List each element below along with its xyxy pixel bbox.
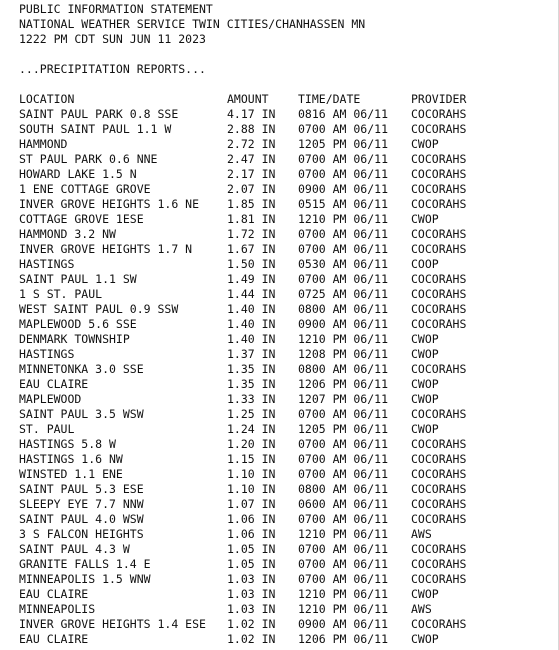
cell-location: SAINT PAUL 1.1 SW	[19, 272, 137, 286]
cell-time-date: 0700 AM 06/11	[298, 227, 389, 241]
cell-provider: COCORAHS	[411, 362, 467, 376]
cell-amount: 1.07 IN	[227, 497, 276, 511]
table-row	[0, 392, 559, 407]
cell-location: SAINT PAUL 5.3 ESE	[19, 482, 144, 496]
cell-provider: COCORAHS	[411, 242, 467, 256]
cell-time-date: 0700 AM 06/11	[298, 467, 389, 481]
cell-location: MAPLEWOOD	[19, 392, 82, 406]
cell-provider: AWS	[411, 602, 432, 616]
cell-location: ST PAUL PARK 0.6 NNE	[19, 152, 158, 166]
table-row	[0, 497, 559, 512]
cell-time-date: 0700 AM 06/11	[298, 122, 389, 136]
cell-amount: 2.07 IN	[227, 182, 276, 196]
table-row	[0, 122, 559, 137]
cell-amount: 4.17 IN	[227, 107, 276, 121]
cell-time-date: 0900 AM 06/11	[298, 617, 389, 631]
table-row	[0, 542, 559, 557]
cell-time-date: 0700 AM 06/11	[298, 407, 389, 421]
cell-provider: COCORAHS	[411, 572, 467, 586]
cell-time-date: 1206 PM 06/11	[298, 377, 389, 391]
cell-location: HASTINGS 1.6 NW	[19, 452, 123, 466]
cell-provider: COCORAHS	[411, 287, 467, 301]
cell-location: EAU CLAIRE	[19, 587, 89, 601]
cell-time-date: 0515 AM 06/11	[298, 197, 389, 211]
cell-amount: 1.03 IN	[227, 572, 276, 586]
table-row	[0, 602, 559, 617]
cell-location: SAINT PAUL PARK 0.8 SSE	[19, 107, 179, 121]
table-row	[0, 272, 559, 287]
cell-amount: 2.17 IN	[227, 167, 276, 181]
cell-amount: 1.06 IN	[227, 512, 276, 526]
cell-amount: 1.33 IN	[227, 392, 276, 406]
table-row	[0, 287, 559, 302]
cell-time-date: 0700 AM 06/11	[298, 452, 389, 466]
cell-provider: CWOP	[411, 632, 439, 646]
cell-location: HAMMOND 3.2 NW	[19, 227, 116, 241]
cell-amount: 1.03 IN	[227, 602, 276, 616]
cell-amount: 1.25 IN	[227, 407, 276, 421]
cell-provider: COCORAHS	[411, 542, 467, 556]
cell-provider: COOP	[411, 257, 439, 271]
cell-time-date: 1205 PM 06/11	[298, 137, 389, 151]
cell-amount: 1.67 IN	[227, 242, 276, 256]
cell-provider: CWOP	[411, 347, 439, 361]
table-row	[0, 242, 559, 257]
cell-location: WEST SAINT PAUL 0.9 SSW	[19, 302, 179, 316]
table-row	[0, 182, 559, 197]
cell-time-date: 1210 PM 06/11	[298, 527, 389, 541]
cell-amount: 1.50 IN	[227, 257, 276, 271]
cell-provider: CWOP	[411, 137, 439, 151]
cell-location: HOWARD LAKE 1.5 N	[19, 167, 137, 181]
cell-provider: COCORAHS	[411, 182, 467, 196]
cell-time-date: 1207 PM 06/11	[298, 392, 389, 406]
cell-location: 1 ENE COTTAGE GROVE	[19, 182, 151, 196]
table-row	[0, 107, 559, 122]
cell-location: EAU CLAIRE	[19, 377, 89, 391]
cell-location: SOUTH SAINT PAUL 1.1 W	[19, 122, 172, 136]
cell-amount: 1.10 IN	[227, 467, 276, 481]
cell-location: HASTINGS	[19, 257, 75, 271]
cell-location: HASTINGS	[19, 347, 75, 361]
table-row	[0, 482, 559, 497]
cell-time-date: 0725 AM 06/11	[298, 287, 389, 301]
cell-time-date: 0800 AM 06/11	[298, 362, 389, 376]
cell-amount: 2.47 IN	[227, 152, 276, 166]
cell-provider: COCORAHS	[411, 512, 467, 526]
cell-time-date: 1210 PM 06/11	[298, 332, 389, 346]
cell-amount: 1.20 IN	[227, 437, 276, 451]
table-row	[0, 317, 559, 332]
table-row	[0, 332, 559, 347]
cell-provider: COCORAHS	[411, 302, 467, 316]
cell-time-date: 0700 AM 06/11	[298, 512, 389, 526]
cell-provider: COCORAHS	[411, 122, 467, 136]
cell-amount: 1.35 IN	[227, 362, 276, 376]
cell-time-date: 0700 AM 06/11	[298, 437, 389, 451]
cell-provider: COCORAHS	[411, 617, 467, 631]
cell-time-date: 0800 AM 06/11	[298, 302, 389, 316]
table-row	[0, 227, 559, 242]
cell-provider: COCORAHS	[411, 107, 467, 121]
cell-provider: CWOP	[411, 422, 439, 436]
cell-amount: 1.81 IN	[227, 212, 276, 226]
cell-location: SAINT PAUL 3.5 WSW	[19, 407, 144, 421]
cell-time-date: 1210 PM 06/11	[298, 602, 389, 616]
cell-location: COTTAGE GROVE 1ESE	[19, 212, 144, 226]
table-row	[0, 632, 559, 647]
cell-time-date: 0530 AM 06/11	[298, 257, 389, 271]
cell-location: 3 S FALCON HEIGHTS	[19, 527, 144, 541]
cell-amount: 1.85 IN	[227, 197, 276, 211]
cell-provider: COCORAHS	[411, 482, 467, 496]
cell-amount: 1.40 IN	[227, 332, 276, 346]
table-header	[0, 92, 559, 107]
table-row	[0, 152, 559, 167]
cell-time-date: 0900 AM 06/11	[298, 317, 389, 331]
cell-amount: 1.10 IN	[227, 482, 276, 496]
cell-time-date: 0816 AM 06/11	[298, 107, 389, 121]
cell-provider: COCORAHS	[411, 197, 467, 211]
cell-location: MINNEAPOLIS 1.5 WNW	[19, 572, 151, 586]
table-row	[0, 587, 559, 602]
cell-location: INVER GROVE HEIGHTS 1.4 ESE	[19, 617, 206, 631]
cell-amount: 1.40 IN	[227, 302, 276, 316]
cell-time-date: 0700 AM 06/11	[298, 542, 389, 556]
cell-time-date: 1210 PM 06/11	[298, 212, 389, 226]
cell-amount: 1.24 IN	[227, 422, 276, 436]
table-row	[0, 347, 559, 362]
cell-provider: COCORAHS	[411, 557, 467, 571]
table-row	[0, 362, 559, 377]
cell-time-date: 0700 AM 06/11	[298, 167, 389, 181]
cell-time-date: 0600 AM 06/11	[298, 497, 389, 511]
cell-provider: CWOP	[411, 212, 439, 226]
cell-provider: COCORAHS	[411, 272, 467, 286]
cell-provider: CWOP	[411, 377, 439, 391]
table-row	[0, 452, 559, 467]
cell-location: SAINT PAUL 4.0 WSW	[19, 512, 144, 526]
cell-provider: COCORAHS	[411, 227, 467, 241]
cell-time-date: 0700 AM 06/11	[298, 272, 389, 286]
cell-location: HAMMOND	[19, 137, 68, 151]
cell-amount: 1.06 IN	[227, 527, 276, 541]
cell-location: EAU CLAIRE	[19, 632, 89, 646]
table-row	[0, 572, 559, 587]
cell-time-date: 1205 PM 06/11	[298, 422, 389, 436]
cell-location: SAINT PAUL 4.3 W	[19, 542, 130, 556]
cell-location: GRANITE FALLS 1.4 E	[19, 557, 151, 571]
table-row	[0, 377, 559, 392]
cell-time-date: 0900 AM 06/11	[298, 182, 389, 196]
cell-provider: COCORAHS	[411, 467, 467, 481]
cell-time-date: 0700 AM 06/11	[298, 152, 389, 166]
cell-amount: 2.88 IN	[227, 122, 276, 136]
cell-amount: 1.40 IN	[227, 317, 276, 331]
cell-amount: 1.44 IN	[227, 287, 276, 301]
cell-provider: AWS	[411, 527, 432, 541]
cell-amount: 2.72 IN	[227, 137, 276, 151]
cell-provider: COCORAHS	[411, 317, 467, 331]
cell-provider: COCORAHS	[411, 167, 467, 181]
table-row	[0, 422, 559, 437]
cell-amount: 1.37 IN	[227, 347, 276, 361]
cell-provider: CWOP	[411, 587, 439, 601]
cell-location: MINNEAPOLIS	[19, 602, 96, 616]
column-header-provider: PROVIDER	[411, 92, 467, 106]
table-row	[0, 407, 559, 422]
cell-provider: COCORAHS	[411, 407, 467, 421]
cell-amount: 1.72 IN	[227, 227, 276, 241]
section-title: ...PRECIPITATION REPORTS...	[19, 62, 206, 76]
cell-amount: 1.49 IN	[227, 272, 276, 286]
cell-amount: 1.15 IN	[227, 452, 276, 466]
table-row	[0, 437, 559, 452]
table-row	[0, 467, 559, 482]
column-header-amount: AMOUNT	[227, 92, 269, 106]
table-row	[0, 167, 559, 182]
cell-location: MINNETONKA 3.0 SSE	[19, 362, 144, 376]
cell-amount: 1.05 IN	[227, 542, 276, 556]
cell-location: WINSTED 1.1 ENE	[19, 467, 123, 481]
cell-time-date: 1208 PM 06/11	[298, 347, 389, 361]
table-row	[0, 617, 559, 632]
table-row	[0, 557, 559, 572]
cell-amount: 1.03 IN	[227, 587, 276, 601]
table-row	[0, 212, 559, 227]
issuing-office: NATIONAL WEATHER SERVICE TWIN CITIES/CHANHASSEN MN	[19, 17, 366, 31]
cell-location: ST. PAUL	[19, 422, 75, 436]
cell-time-date: 1210 PM 06/11	[298, 587, 389, 601]
cell-provider: COCORAHS	[411, 152, 467, 166]
cell-amount: 1.02 IN	[227, 617, 276, 631]
cell-provider: CWOP	[411, 332, 439, 346]
cell-time-date: 1206 PM 06/11	[298, 632, 389, 646]
cell-location: INVER GROVE HEIGHTS 1.6 NE	[19, 197, 200, 211]
cell-location: MAPLEWOOD 5.6 SSE	[19, 317, 137, 331]
column-header-time-date: TIME/DATE	[298, 92, 361, 106]
table-row	[0, 527, 559, 542]
cell-time-date: 0700 AM 06/11	[298, 557, 389, 571]
cell-location: HASTINGS 5.8 W	[19, 437, 116, 451]
cell-provider: COCORAHS	[411, 452, 467, 466]
cell-provider: CWOP	[411, 392, 439, 406]
cell-provider: COCORAHS	[411, 437, 467, 451]
cell-time-date: 0700 AM 06/11	[298, 242, 389, 256]
cell-provider: COCORAHS	[411, 497, 467, 511]
cell-time-date: 0700 AM 06/11	[298, 572, 389, 586]
cell-amount: 1.05 IN	[227, 557, 276, 571]
cell-amount: 1.02 IN	[227, 632, 276, 646]
statement-title: PUBLIC INFORMATION STATEMENT	[19, 2, 213, 16]
cell-location: INVER GROVE HEIGHTS 1.7 N	[19, 242, 193, 256]
cell-location: DENMARK TOWNSHIP	[19, 332, 130, 346]
issue-timestamp: 1222 PM CDT SUN JUN 11 2023	[19, 32, 206, 46]
column-header-location: LOCATION	[19, 92, 75, 106]
table-row	[0, 302, 559, 317]
cell-time-date: 0800 AM 06/11	[298, 482, 389, 496]
cell-location: SLEEPY EYE 7.7 NNW	[19, 497, 144, 511]
cell-location: 1 S ST. PAUL	[19, 287, 103, 301]
table-row	[0, 257, 559, 272]
table-row	[0, 512, 559, 527]
table-row	[0, 137, 559, 152]
cell-amount: 1.35 IN	[227, 377, 276, 391]
table-row	[0, 197, 559, 212]
